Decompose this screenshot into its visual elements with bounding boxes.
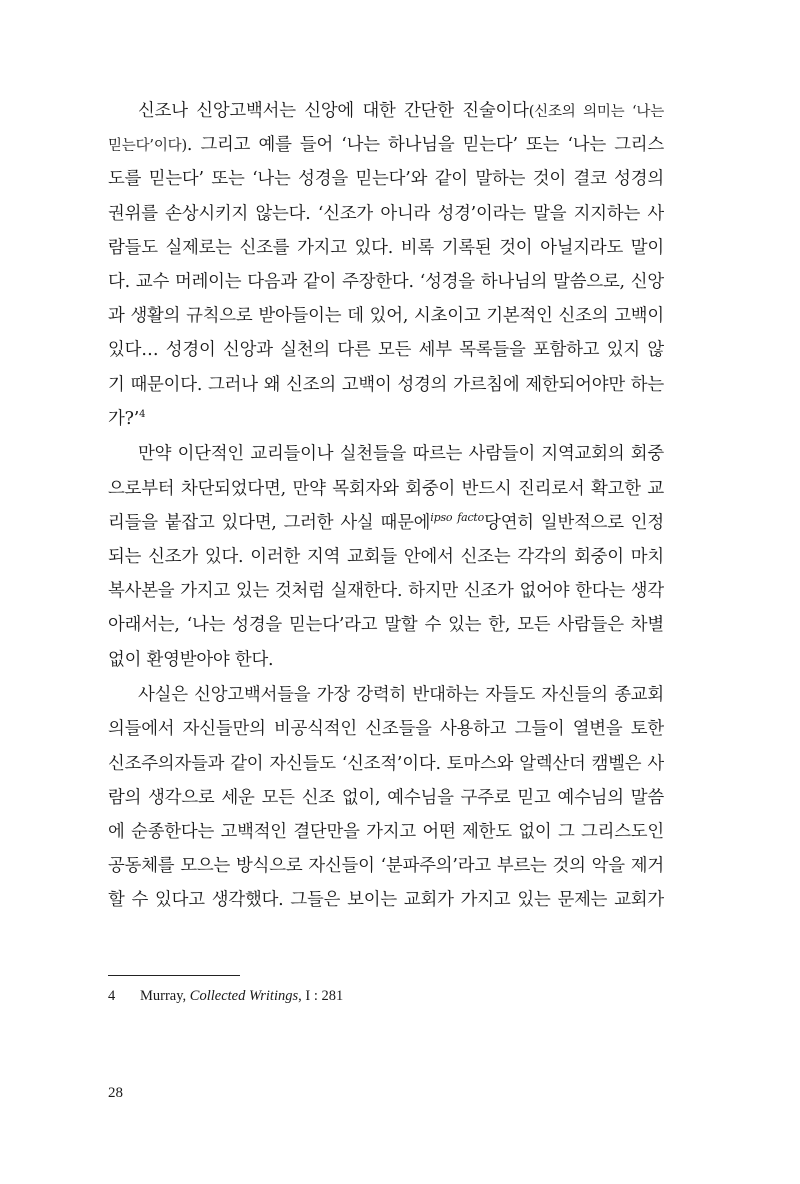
- paragraph: [108, 678, 664, 917]
- text-line: [108, 574, 664, 608]
- text-line: [108, 231, 664, 265]
- text-run: 에 순종한다는 고백적인 결단만을 가지고 어떤 제한도 없이 그 그리스도인: [108, 821, 664, 842]
- footnote-divider: [108, 975, 240, 976]
- text-run: 공동체를 모으는 방식으로 자신들이 ‘분파주의’라고 부르는 것의 악을 제거: [108, 856, 664, 877]
- text-run: 신조나 신앙고백서는 신앙에 대한 간단한 진술이다: [138, 101, 529, 121]
- footnote-marker: 4: [139, 408, 146, 420]
- footnote-author: Murray,: [140, 988, 190, 1004]
- text-run: 있다… 성경이 신앙과 실천의 다른 모든 세부 목록들을 포함하고 있지 않: [108, 340, 664, 361]
- text-line: [108, 815, 664, 849]
- text-line: [108, 678, 664, 712]
- text-run: 의들에서 자신들만의 비공식적인 신조들을 사용하고 그들이 열변을 토한: [108, 719, 664, 740]
- text-line: [108, 368, 664, 402]
- text-run: 람의 생각으로 세운 모든 신조 없이, 예수님을 구주로 믿고 예수님의 말씀: [108, 787, 664, 808]
- text-line: [108, 540, 664, 574]
- text-run: 믿는다’이다): [108, 138, 187, 155]
- latin-gloss: ipso facto: [430, 510, 485, 524]
- text-line: [108, 265, 664, 299]
- text-run: . 그리고 예를 들어 ‘나는 하나님을 믿는다’ 또는 ‘나는 그리스: [186, 135, 664, 156]
- page-number: 28: [108, 1085, 123, 1101]
- text-line: [108, 712, 664, 746]
- text-run: 없이 환영받아야 한다.: [108, 649, 274, 670]
- text-line: [108, 608, 664, 642]
- footnote-number: 4: [108, 988, 116, 1004]
- text-run: 기 때문이다. 그러나 왜 신조의 고백이 성경의 가르침에 제한되어야만 하는: [108, 374, 664, 395]
- text-run: 도를 믿는다’ 또는 ‘나는 성경을 믿는다’와 같이 말하는 것이 결코 성경의: [108, 169, 664, 190]
- text-line: [108, 506, 664, 540]
- text-run: 아래서는, ‘나는 성경을 믿는다’라고 말할 수 있는 한, 모든 사람들은 차별: [108, 615, 664, 636]
- text-run: 사실은 신앙고백서들을 가장 강력히 반대하는 자들도 자신들의 종교회: [138, 685, 664, 706]
- text-line: [108, 781, 664, 815]
- text-run: 할 수 있다고 생각했다. 그들은 보이는 교회가 가지고 있는 문제는 교회가: [108, 890, 664, 911]
- text-line: [108, 472, 664, 506]
- text-run: 만약 이단적인 교리들이나 실천들을 따르는 사람들이 지역교회의 회중: [138, 444, 664, 465]
- text-run: 과 생활의 규칙으로 받아들이는 데 있어, 시초이고 기본적인 신조의 고백이: [108, 306, 664, 327]
- text-run: 으로부터 차단되었다면, 만약 목회자와 회중이 반드시 진리로서 확고한 교: [108, 478, 664, 499]
- text-line: [108, 128, 664, 162]
- paragraph: [108, 437, 664, 676]
- text-run: 신조주의자들과 같이 자신들도 ‘신조적’이다. 토마스와 알렉산더 캠벨은 사: [108, 753, 664, 774]
- text-line: [108, 849, 664, 883]
- text-line: [108, 883, 664, 917]
- text-run: 되는 신조가 있다. 이러한 지역 교회들 안에서 신조는 각각의 회중이 마치: [108, 546, 664, 567]
- footnote-reference: , I : 281: [298, 988, 344, 1004]
- text-line: [108, 333, 664, 367]
- text-line: [108, 197, 664, 231]
- text-line: [108, 402, 664, 436]
- footnote-title: Collected Writings: [189, 988, 299, 1004]
- text-run: 권위를 손상시키지 않는다. ‘신조가 아니라 성경’이라는 말을 지지하는 사: [108, 203, 664, 224]
- text-run: 복사본을 가지고 있는 것처럼 실재한다. 하지만 신조가 없어야 한다는 생각: [108, 581, 664, 602]
- text-run: (신조의 의미는 ‘나는: [528, 104, 664, 120]
- text-line: [108, 643, 664, 677]
- text-run: 람들도 실제로는 신조를 가지고 있다. 비록 기록된 것이 아닐지라도 말이: [108, 237, 664, 258]
- text-run: 다. 교수 머레이는 다음과 같이 주장한다. ‘성경을 하나님의 말씀으로, 신앙: [108, 271, 664, 292]
- paragraph: [108, 94, 664, 436]
- text-run: 당연히 일반적으로 인정: [484, 512, 664, 533]
- text-line: [108, 162, 664, 196]
- footnote: [108, 986, 343, 1006]
- text-run: 리들을 붙잡고 있다면, 그러한 사실 때문에: [108, 512, 431, 533]
- text-line: [108, 747, 664, 781]
- body-text: [108, 94, 664, 918]
- text-run: 가?’: [108, 408, 140, 429]
- text-line: [108, 94, 664, 128]
- text-line: [108, 437, 664, 471]
- text-line: [108, 299, 664, 333]
